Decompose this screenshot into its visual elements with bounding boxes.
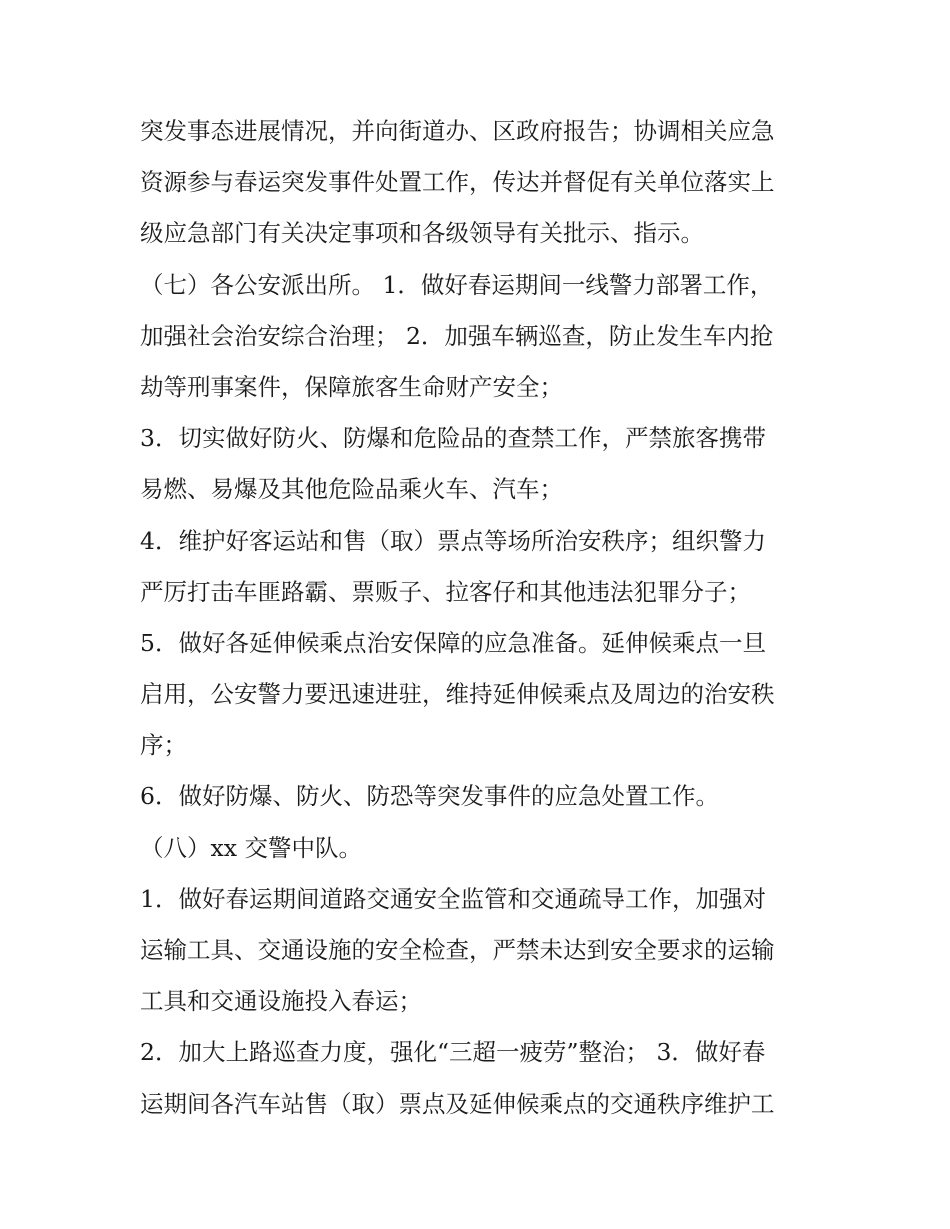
list-item-line: 1．做好春运期间道路交通安全监管和交通疏导工作，加强对 (140, 884, 766, 913)
text-line: 劫等刑事案件，保障旅客生命财产安全； (140, 372, 563, 401)
list-item-line: 3．切实做好防火、防爆和危险品的查禁工作，严禁旅客携带 (140, 424, 766, 453)
text-line: 资源参与春运突发事件处置工作，传达并督促有关单位落实上 (140, 168, 775, 197)
text-line: 运输工具、交通设施的安全检查，严禁未达到安全要求的运输 (140, 936, 775, 964)
section-heading-line: （八）xx 交警中队。 (140, 833, 362, 862)
list-item-line: 4．维护好客运站和售（取）票点等场所治安秩序；组织警力 (140, 526, 766, 555)
list-item-line: 6．做好防爆、防火、防恐等突发事件的应急处置工作。 (140, 782, 719, 811)
list-item-line: 2．加大上路巡查力度，强化“三超一疲劳”整治； 3．做好春 (140, 1038, 766, 1067)
text-line: 级应急部门有关决定事项和各级领导有关批示、指示。 (140, 219, 704, 248)
text-line: 工具和交通设施投入春运； (140, 987, 422, 1016)
text-line: 突发事态进展情况，并向街道办、区政府报告；协调相关应急 (140, 117, 775, 145)
document-body (140, 106, 830, 1130)
text-line: 加强社会治安综合治理； 2．加强车辆巡查，防止发生车内抢 (140, 321, 774, 350)
text-line: 易燃、易爆及其他危险品乘火车、汽车； (140, 475, 563, 504)
text-line: 严厉打击车匪路霸、票贩子、拉客仔和其他违法犯罪分子； (140, 577, 751, 606)
section-heading-line: （七）各公安派出所。 1．做好春运期间一线警力部署工作， (140, 270, 774, 299)
text-line: 启用，公安警力要迅速进驻，维持延伸候乘点及周边的治安秩 (140, 680, 775, 709)
text-line: 序； (140, 731, 187, 760)
list-item-line: 5．做好各延伸候乘点治安保障的应急准备。延伸候乘点一旦 (140, 628, 766, 657)
text-line: 运期间各汽车站售（取）票点及延伸候乘点的交通秩序维护工 (140, 1089, 775, 1118)
